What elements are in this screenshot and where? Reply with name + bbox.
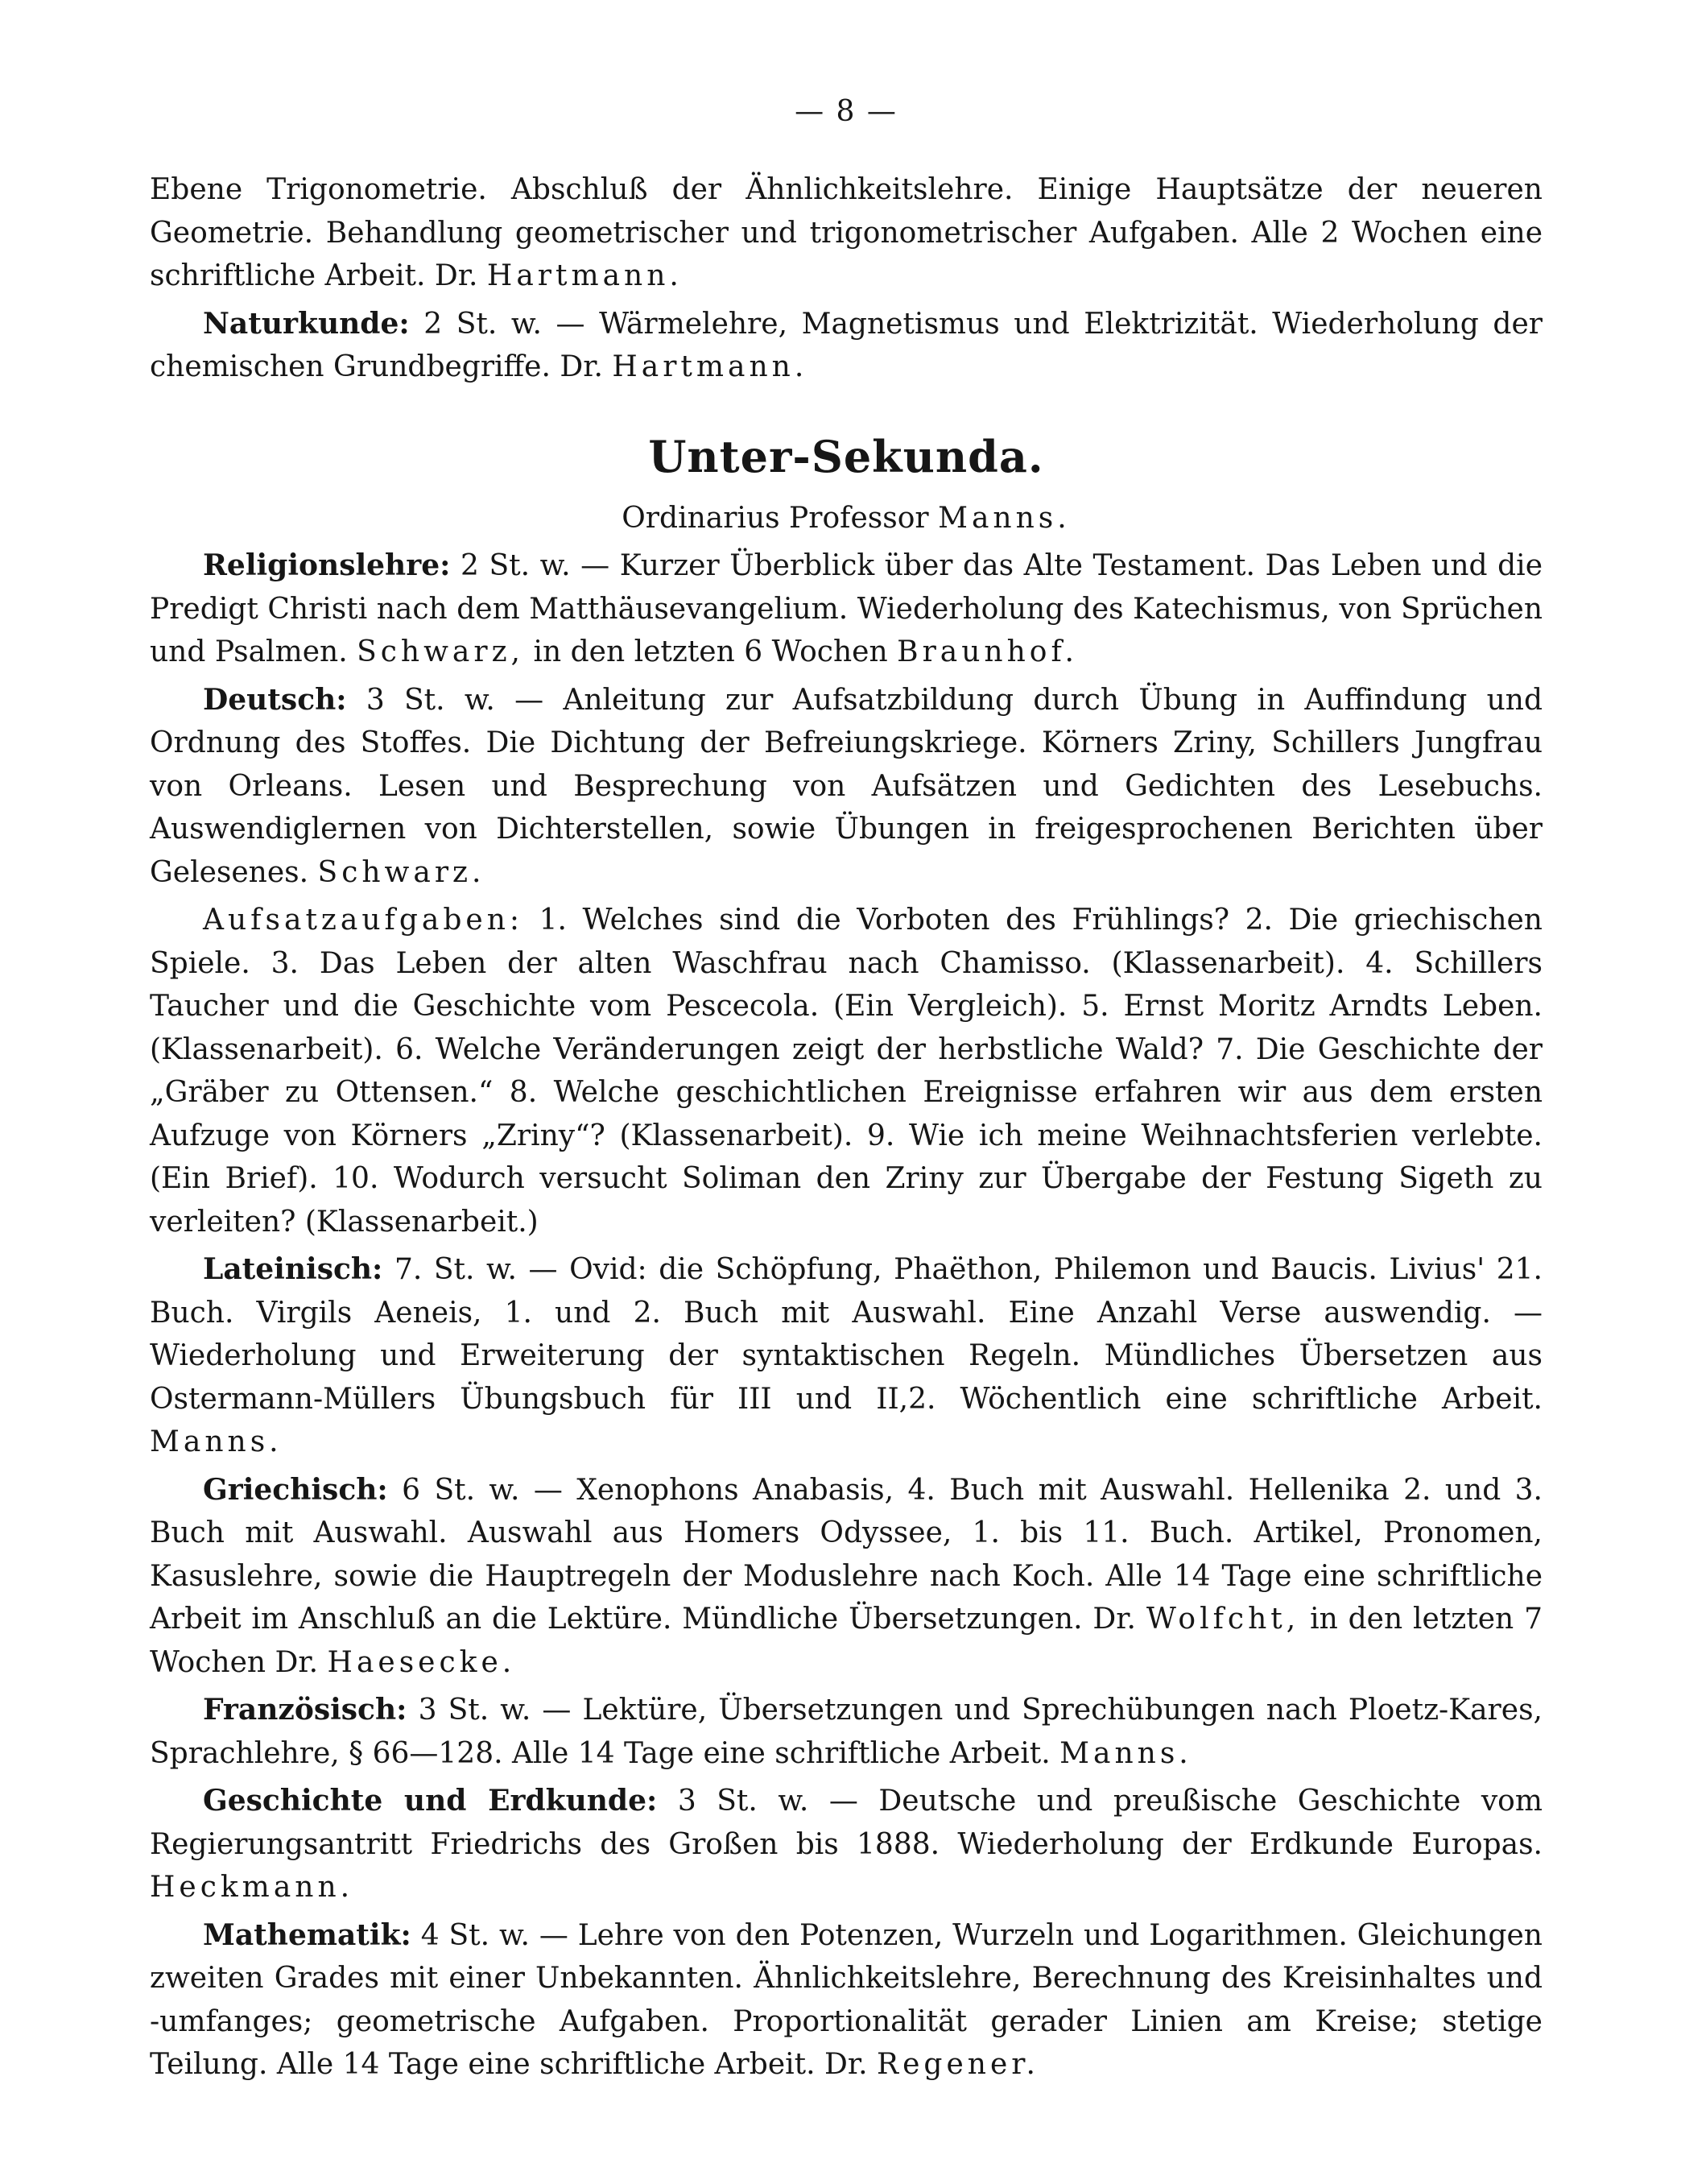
paragraph-deutsch [150,679,1543,895]
subject-label-griechisch: Griechisch: [203,1472,388,1507]
griechisch-mid: in den letzten 7 Wochen [150,1603,1543,1679]
paragraph-intro [150,168,1543,298]
religion-teacher-1: Schwarz, [357,635,524,668]
subject-label-aufsatz: Aufsatzaufgaben: [203,904,524,937]
deutsch-teacher: Schwarz. [317,855,485,889]
paragraph-latein [150,1248,1543,1464]
mathematik-text: 4 St. w. — Lehre von den Potenzen, Wurzeln und Logarithmen. Gleichungen zweiten Grades mit einer Unbekannten. Ähnlichkeitslehre, Berechnung des Kreisinhaltes und -umfanges; geometrische Aufgaben. Proportionalität gerader Linien am Kreise; stetige Teilung. Alle 14 Tage eine schriftliche Arbeit. [150,1918,1543,2081]
griechisch-teacher-1: Wolfcht, [1146,1603,1300,1636]
subject-label-religion: Religionslehre: [203,548,451,582]
religion-text: 2 St. w. — Kurzer Überblick über das Alte Testament. Das Leben und die Predigt Christi nach dem Matthäusevangelium. Wiederholung des Katechismus, von Sprüchen und Psalmen. [150,549,1543,668]
paragraph-religion [150,544,1543,674]
geschichte-teacher: Heckmann. [150,1871,354,1904]
subject-label-latein: Lateinisch: [203,1252,383,1286]
paragraph-franzoesisch [150,1689,1543,1775]
intro-text: Ebene Trigonometrie. Abschluß der Ähnlichkeitslehre. Einige Hauptsätze der neueren Geometrie. Behandlung geometrischer und trigonometrischer Aufgaben. Alle 2 Wochen eine schriftliche Arbeit. [150,173,1543,292]
subject-label-geschichte: Geschichte und Erdkunde: [203,1784,658,1818]
geschichte-text: 3 St. w. — Deutsche und preußische Geschichte vom Regierungsantritt Friedrichs des Großen bis 1888. Wiederholung der Erdkunde Europas. [150,1785,1543,1861]
franzoesisch-text: 3 St. w. — Lektüre, Übersetzungen und Sprechübungen nach Ploetz-Kares, Sprachlehre, § 66—128. Alle 14 Tage eine schriftliche Arbeit. [150,1694,1543,1770]
intro-teacher-title: Dr. [434,259,478,292]
ordinarius-name: Manns. [938,501,1071,535]
latein-teacher: Manns. [150,1425,283,1458]
ordinarius-line [150,497,1543,540]
deutsch-text: 3 St. w. — Anleitung zur Aufsatzbildung durch Übung in Auffindung und Ordnung des Stoffes. Die Dichtung der Befreiungskriege. Körners Zriny, Schillers Jungfrau von Orleans. Lesen und Besprechung von Aufsätzen und Gedichten des Lesebuchs. Auswendiglernen von Dichterstellen, sowie Übungen in freigesprochenen Berichten über Gelesenes. [150,683,1543,889]
section-title: Unter-Sekunda. [648,430,1044,482]
griechisch-teacher-2-title: Dr. [275,1645,319,1679]
paragraph-aufsatz [150,899,1543,1243]
mathematik-teacher-name: Regener. [877,2048,1039,2081]
naturkunde-teacher-name: Hartmann. [612,350,808,383]
intro-teacher-name: Hartmann. [486,259,683,292]
aufsatz-text: 1. Welches sind die Vorboten des Frühlings? 2. Die griechischen Spiele. 3. Das Leben der alten Waschfrau nach Chamisso. (Klassenarbeit). 4. Schillers Taucher und die Geschichte vom Pescecola. (Ein Vergleich). 5. Ernst Moritz Arndts Leben. (Klassenarbeit). 6. Welche Veränderungen zeigt der herbstliche Wald? 7. Die Geschichte der „Gräber zu Ottensen.“ 8. Welche geschichtlichen Ereignisse erfahren wir aus dem ersten Aufzuge von Körners „Zriny“? (Klassenarbeit). 9. Wie ich meine Weihnachtsferien verlebte. (Ein Brief). 10. Wodurch versucht Soliman den Zriny zur Übergabe der Festung Sigeth zu verleiten? (Klassenarbeit.) [150,904,1543,1239]
subject-label-naturkunde: Naturkunde: [203,306,410,341]
latein-text: 7. St. w. — Ovid: die Schöpfung, Phaëthon, Philemon und Baucis. Livius' 21. Buch. Virgils Aeneis, 1. und 2. Buch mit Auswahl. Eine Anzahl Verse auswendig. — Wiederholung und Erweiterung der syntaktischen Regeln. Mündliches Übersetzen aus Ostermann-Müllers Übungsbuch für III und II,2. Wöchentlich eine schriftliche Arbeit. [150,1253,1543,1416]
naturkunde-teacher-title: Dr. [560,350,603,383]
paragraph-geschichte [150,1780,1543,1909]
religion-teacher-2: Braunhof. [897,635,1078,668]
paragraph-griechisch [150,1469,1543,1685]
ordinarius-prefix: Ordinarius Professor [622,501,929,535]
franzoesisch-teacher: Manns. [1059,1736,1192,1770]
griechisch-teacher-1-title: Dr. [1092,1603,1136,1636]
subject-label-franzoesisch: Französisch: [203,1693,407,1727]
griechisch-teacher-2: Haesecke. [327,1645,516,1679]
naturkunde-text: 2 St. w. — Wärmelehre, Magnetismus und Elektrizität. Wiederholung der chemischen Grundbegriffe. [150,307,1543,383]
subject-label-deutsch: Deutsch: [203,682,347,717]
subject-label-mathematik: Mathematik: [203,1917,411,1952]
griechisch-text: 6 St. w. — Xenophons Anabasis, 4. Buch mit Auswahl. Hellenika 2. und 3. Buch mit Auswahl. Auswahl aus Homers Odyssee, 1. bis 11. Buch. Artikel, Pronomen, Kasuslehre, sowie die Hauptregeln der Moduslehre nach Koch. Alle 14 Tage eine schriftliche Arbeit im Anschluß an die Lektüre. Mündliche Übersetzungen. [150,1473,1543,1636]
religion-mid: in den letzten 6 Wochen [533,635,888,668]
mathematik-teacher-title: Dr. [824,2048,868,2081]
paragraph-naturkunde [150,303,1543,389]
page-number: — 8 — [795,95,898,128]
paragraph-mathematik [150,1914,1543,2087]
